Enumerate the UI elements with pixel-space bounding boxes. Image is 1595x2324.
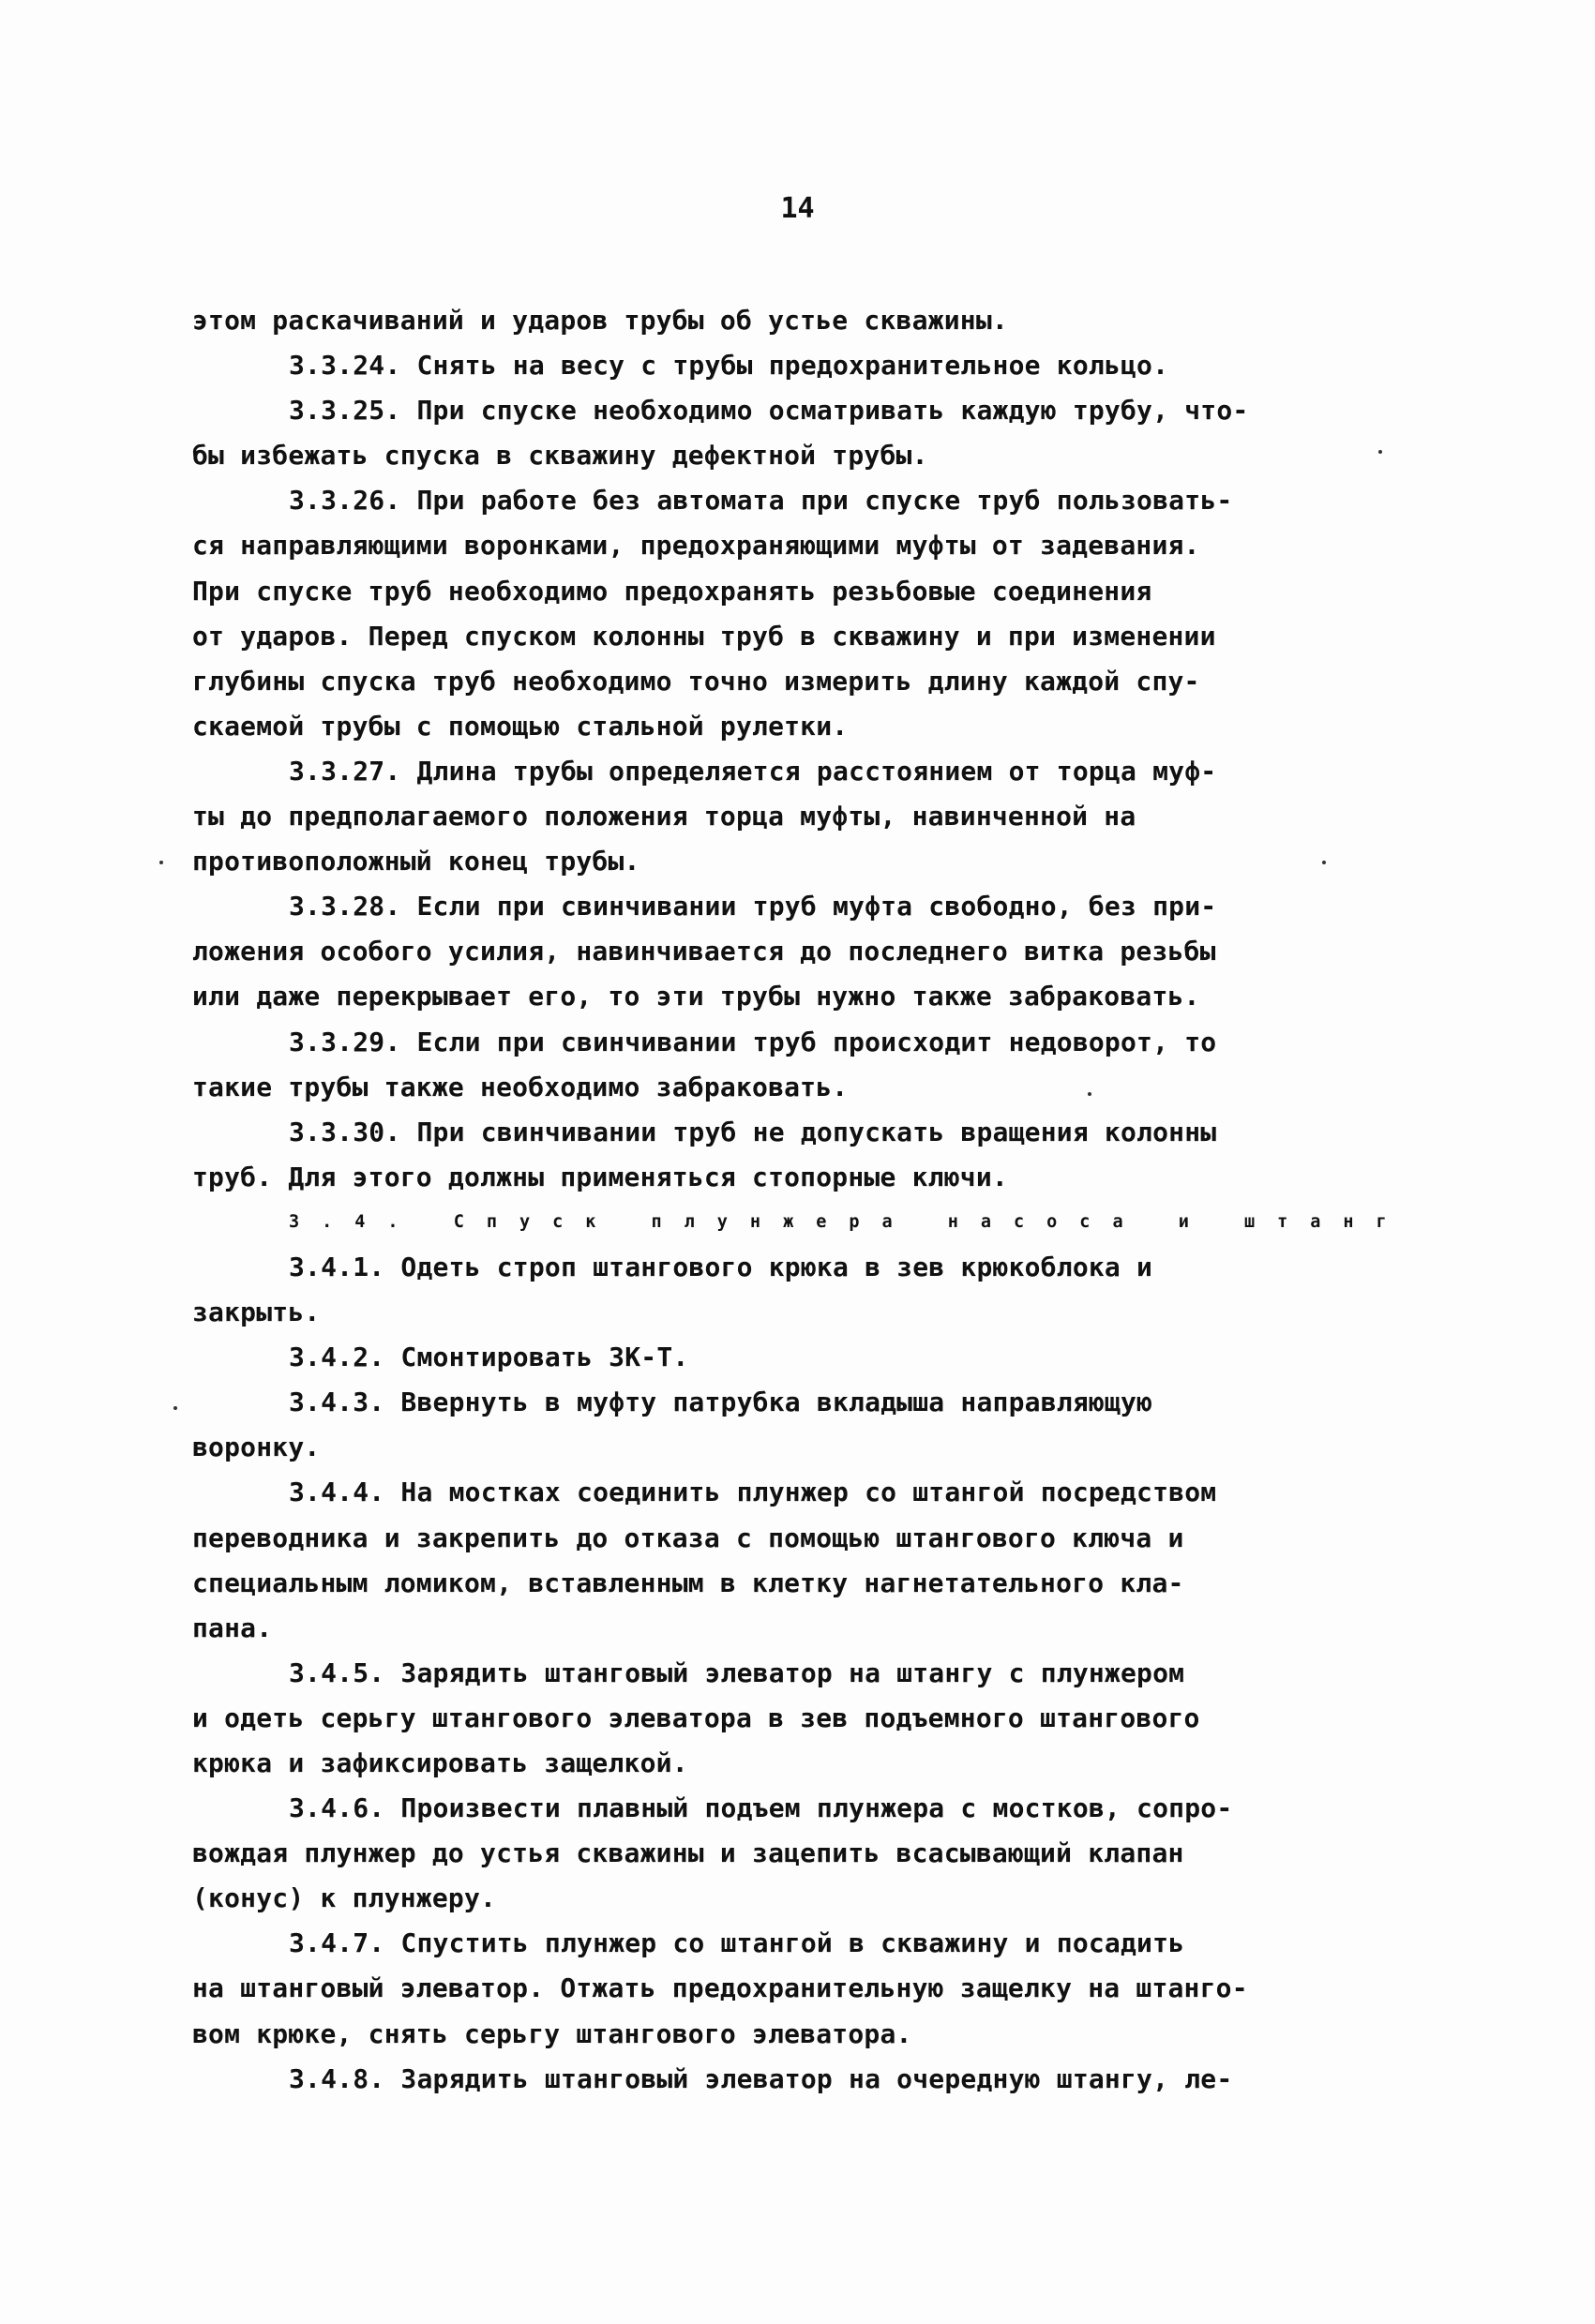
text-line: 3.4.3. Ввернуть в муфту патрубка вкладыша направляющую <box>289 1387 1153 1418</box>
text-line: или даже перекрывает его, то эти трубы нужно также забраковать. <box>192 981 1200 1012</box>
text-line: пана. <box>192 1612 273 1643</box>
text-line: 3.3.24. Снять на весу с трубы предохранительное кольцо. <box>289 350 1169 382</box>
text-line: глубины спуска труб необходимо точно измерить длину каждой спу- <box>192 665 1200 697</box>
text-line: 3.4.7. Спустить плунжер со штангой в скважину и посадить <box>289 1927 1185 1959</box>
scan-speck <box>1322 861 1326 864</box>
text-line: противоположный конец трубы. <box>192 846 640 877</box>
text-line: от ударов. Перед спуском колонны труб в скважину и при изменении <box>192 620 1216 652</box>
text-line: 3.3.27. Длина трубы определяется расстоянием от торца муф- <box>289 755 1217 787</box>
text-line: (конус) к плунжеру. <box>192 1882 497 1914</box>
text-line: крюка и зафиксировать защелкой. <box>192 1747 688 1778</box>
text-line: ся направляющими воронками, предохраняющими муфты от задевания. <box>192 530 1200 562</box>
text-line: 3.3.25. При спуске необходимо осматривать каждую трубу, что- <box>289 395 1249 427</box>
text-line: При спуске труб необходимо предохранять резьбовые соединения <box>192 575 1152 607</box>
text-line: закрыть. <box>192 1297 321 1328</box>
text-line: такие трубы также необходимо забраковать. <box>192 1071 849 1102</box>
text-line: переводника и закрепить до отказа с помощью штангового ключа и <box>192 1522 1184 1553</box>
document-body <box>192 298 1411 2102</box>
text-line: воронку. <box>192 1432 321 1463</box>
text-line: этом раскачиваний и ударов трубы об устье скважины. <box>192 305 1008 336</box>
scan-speck <box>159 861 163 864</box>
text-line: вождая плунжер до устья скважины и зацепить всасывающий клапан <box>192 1837 1184 1869</box>
text-line: 3.4.5. Зарядить штанговый элеватор на штангу с плунжером <box>289 1657 1185 1688</box>
text-line: 3.4.1. Одеть строп штангового крюка в зев крюкоблока и <box>289 1251 1153 1282</box>
text-line: 3.3.29. Если при свинчивании труб происходит недоворот, то <box>289 1026 1217 1057</box>
scan-speck <box>1378 450 1382 454</box>
text-line: 3.4.2. Смонтировать ЗК-Т. <box>289 1342 689 1373</box>
text-line: и одеть серьгу штангового элеватора в зев подъемного штангового <box>192 1702 1200 1733</box>
scan-speck <box>173 1406 177 1410</box>
text-line: 3.3.28. Если при свинчивании труб муфта свободно, без при- <box>289 891 1217 922</box>
text-line: 3.4.4. На мостках соединить плунжер со штангой посредством <box>289 1477 1217 1508</box>
text-line: 3.4.8. Зарядить штанговый элеватор на очередную штангу, ле- <box>289 2062 1233 2094</box>
scan-speck <box>1088 1092 1091 1096</box>
text-line: вом крюке, снять серьгу штангового элеватора. <box>192 2017 912 2049</box>
text-line: скаемой трубы с помощью стальной рулетки. <box>192 710 849 742</box>
text-line: бы избежать спуска в скважину дефектной трубы. <box>192 440 928 472</box>
text-line: 3.3.30. При свинчивании труб не допускать вращения колонны <box>289 1116 1217 1147</box>
text-line: 3.4.6. Произвести плавный подъем плунжера с мостков, сопро- <box>289 1792 1233 1824</box>
text-line: на штанговый элеватор. Отжать предохранительную защелку на штанго- <box>192 1972 1248 2004</box>
text-line: специальным ломиком, вставленным в клетку нагнетательного кла- <box>192 1567 1184 1598</box>
section-heading: 3.4. Спуск плунжера насоса и штанг <box>289 1211 1409 1232</box>
text-line: ты до предполагаемого положения торца муфты, навинченной на <box>192 801 1136 832</box>
page-number: 14 <box>780 192 815 225</box>
text-line: 3.3.26. При работе без автомата при спуске труб пользовать- <box>289 485 1233 517</box>
text-line: ложения особого усилия, навинчивается до последнего витка резьбы <box>192 936 1216 967</box>
text-line: труб. Для этого должны применяться стопорные ключи. <box>192 1161 1008 1192</box>
